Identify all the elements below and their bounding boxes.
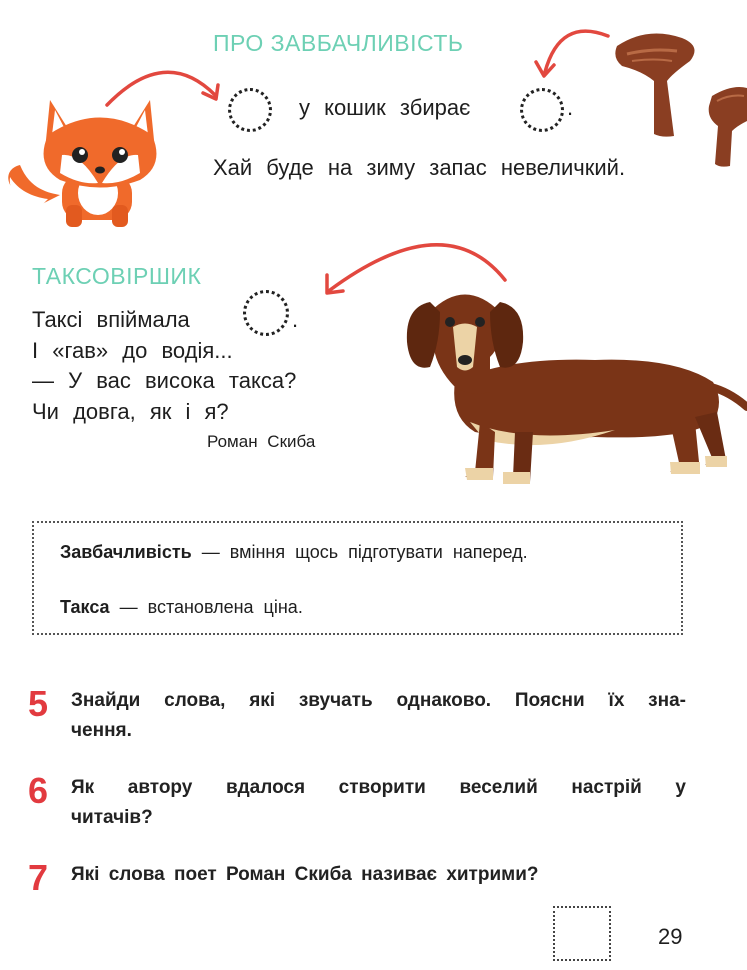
arrow-fox-to-circle-icon — [95, 55, 230, 115]
question-number: 7 — [28, 857, 49, 898]
riddle2-line4: Чи довга, як і я? — [32, 399, 229, 424]
answer-box[interactable] — [553, 906, 611, 961]
fox-illustration — [0, 95, 185, 230]
definition-row — [60, 542, 528, 563]
riddle1-line1-end: . — [567, 95, 574, 120]
question-text: Як автору вдалося створити веселий настрій у — [71, 777, 686, 798]
riddle2-line1-end: . — [292, 307, 299, 332]
question-text: чення. — [71, 720, 132, 741]
arrow-dog-to-circle-icon — [315, 225, 520, 300]
question-number: 6 — [28, 770, 49, 811]
question-text: читачів? — [71, 807, 153, 828]
definition-term: Завбачливість — [60, 542, 192, 562]
question-number: 5 — [28, 683, 49, 724]
definition-text: — вміння щось підготувати наперед. — [191, 542, 528, 562]
arrow-mushroom-to-circle-icon — [520, 22, 615, 82]
riddle2-line3: — У вас висока такса? — [32, 368, 297, 393]
riddle2-author: Роман Скиба — [207, 432, 316, 451]
answer-blank-circle[interactable] — [520, 88, 564, 132]
riddle1-line1-text: у кошик збирає — [299, 95, 471, 120]
answer-blank-circle[interactable] — [228, 88, 272, 132]
riddle2-line2: І «гав» до водія... — [32, 338, 233, 363]
riddle1-title: ПРО ЗАВБАЧЛИВІСТЬ — [213, 30, 464, 56]
definition-term: Такса — [60, 597, 110, 617]
page-number: 29 — [658, 924, 683, 949]
chanterelle-mushrooms-illustration — [612, 26, 747, 176]
riddle2-title: ТАКСОВІРШИК — [32, 263, 202, 289]
riddle1-line2-text: Хай буде на зиму запас невеличкий. — [213, 155, 626, 180]
definition-text: — встановлена ціна. — [109, 597, 303, 617]
riddle2-line1: Таксі впіймала — [32, 307, 190, 332]
question-text: Які слова поет Роман Скиба називає хитрими? — [71, 864, 539, 885]
definition-row — [60, 597, 303, 618]
question-text: Знайди слова, які звучать однаково. Поясни їх зна- — [71, 690, 686, 711]
dachshund-illustration — [395, 272, 747, 494]
answer-blank-circle[interactable] — [243, 290, 289, 336]
